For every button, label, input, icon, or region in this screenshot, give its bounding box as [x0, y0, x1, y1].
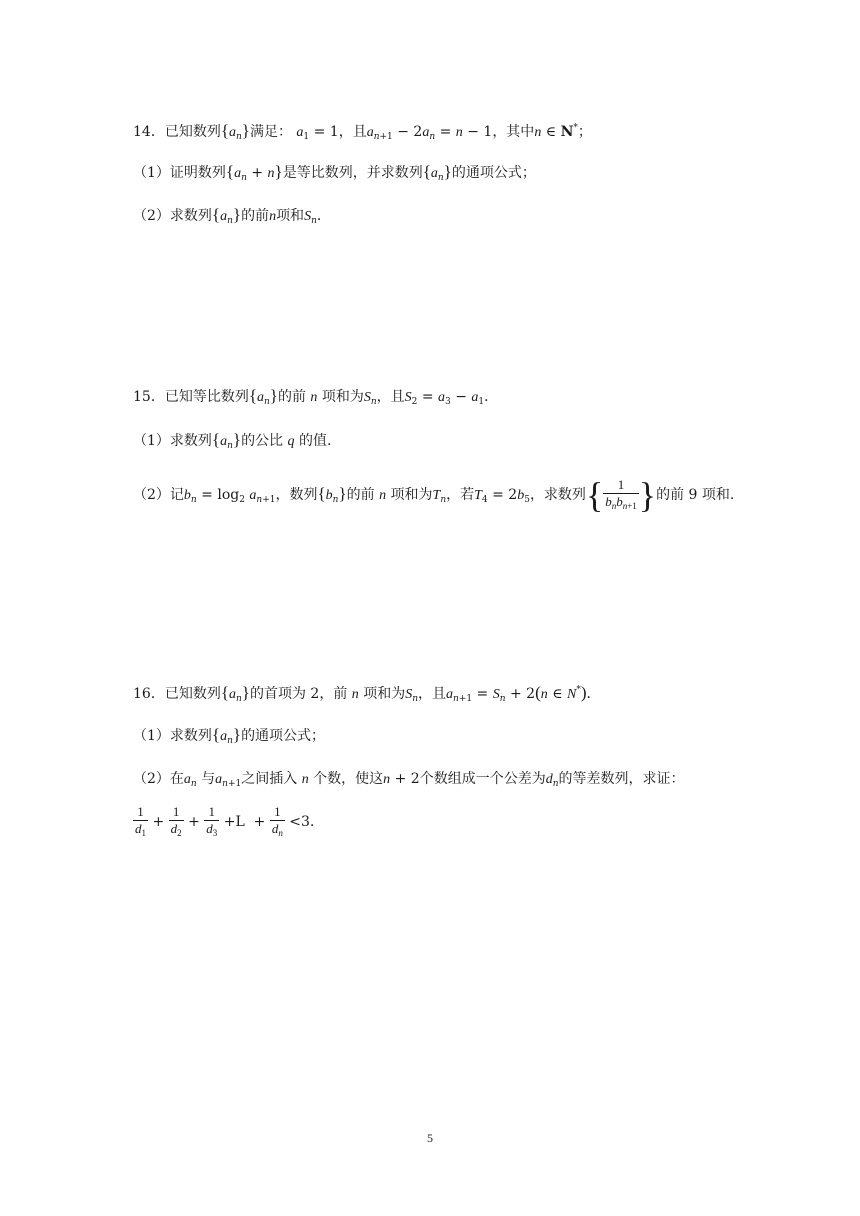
problem-15-number: 15． [133, 389, 165, 405]
fraction-1-over-bn-bn1: $\frac{1}{b_nb_{n+1}}$ [605, 476, 637, 511]
problem-15-part-1: （1）求数列$\{a_n\}$的公比 q 的值. [133, 430, 332, 451]
problem-14-part-1: （1）证明数列$\{a_n + n\}$是等比数列，并求数列$\{a_n\}$的通项公式； [133, 162, 536, 183]
problem-14-part-2: （2）求数列$\{a_n\}$的前n项和$S_n$． [133, 205, 331, 226]
problem-14-number: 14． [133, 124, 165, 140]
problem-16-part-2: （2）在$a_n$ 与$a_{n+1}$之间插入 n 个数，使这n + 2个数组成一个公差为$d_n$的等差数列，求证： [133, 771, 685, 789]
page-number: 5 [427, 1131, 433, 1145]
problem-16-part-1: （1）求数列$\{a_n\}$的通项公式； [133, 725, 326, 746]
problem-14-statement: 14．已知数列$\{a_n\}$满足： $a_1 = 1$，且$a_{n+1} - 2a_n = n - 1$，其中n ∈ N*； [133, 121, 592, 142]
problem-16-statement: 16．已知数列$\{a_n\}$的首项为 2，前 n 项和为$S_n$，且$a_{n+1} = S_n + 2(n$ ∈ N*)． [133, 683, 601, 704]
problem-16-number: 16． [133, 686, 165, 702]
problem-15-statement: 15．已知等比数列$\{a_n\}$的前 n 项和为$S_n$，且$S_2 = a_3 - a_1$． [133, 386, 499, 407]
problem-15-part-2: （2）记$b_n = \log_2 a_{n+1}$，数列$\{b_n\}$的前 n 项和为$T_n$，若$T_4 = 2b_5$，求数列{ $\frac{1}{b_nb_{n+1}}$ }的前 9 项和. [133, 475, 735, 515]
problem-16-inequality: $\frac{1}{d_1}$ + $\frac{1}{d_2}$ + $\frac{1}{d_3}$ +L + $\frac{1}{d_n}$ <3． [135, 803, 324, 838]
